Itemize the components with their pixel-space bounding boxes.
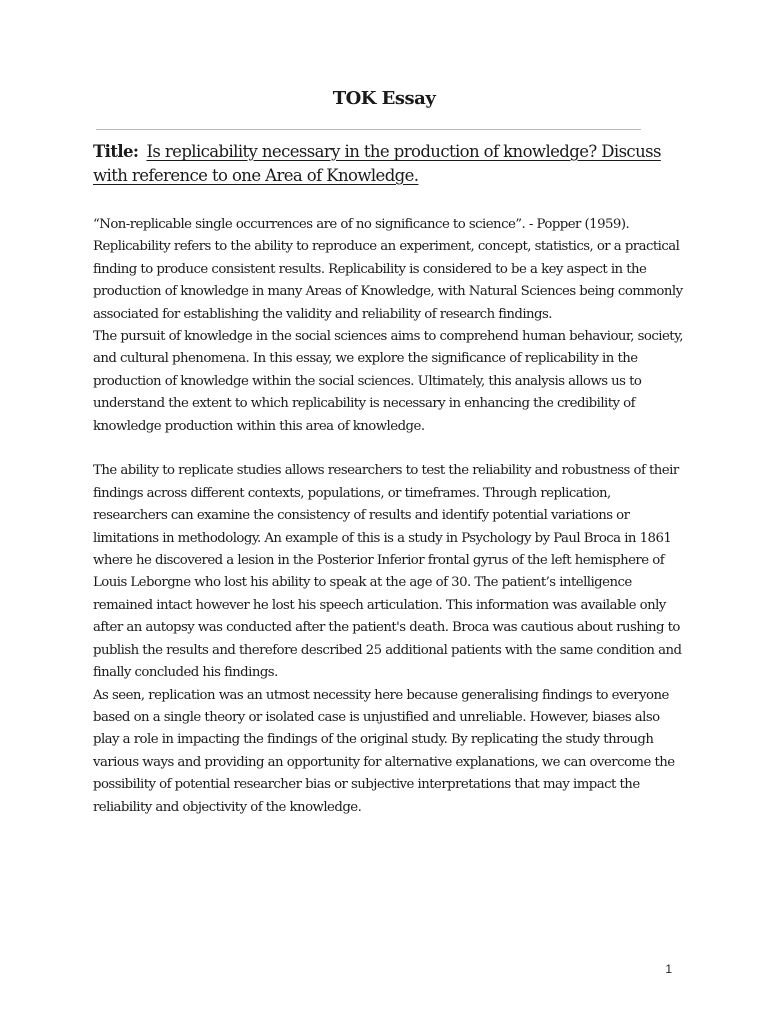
- title-text: Is replicability necessary in the production of knowledge? Discuss with reference to one Area of Knowledge.: [93, 142, 661, 185]
- document-heading: TOK Essay: [332, 88, 436, 109]
- paragraph-definition: Replicability refers to the ability to reproduce an experiment, concept, statistics, or a practical finding to produce consistent results. Replicability is considered to be a key aspect in the production of knowledge in many Areas of Knowledge, with Natural Sciences being commonly associated for establishing the validity and reliability of research findings.: [93, 239, 683, 322]
- paragraph-quote: “Non-replicable single occurrences are of no significance to science”. - Popper (1959).: [93, 217, 630, 232]
- paragraph-replication-analysis: As seen, replication was an utmost necessity here because generalising findings to everyone based on a single theory or isolated case is unjustified and unreliable. However, biases also play a role in impacting the findings of the original study. By replicating the study through various ways and providing an opportunity for alternative explanations, we can overcome the possibility of potential researcher bias or subjective interpretations that may impact the reliability and objectivity of the knowledge.: [93, 687, 675, 815]
- page-number: 1: [665, 962, 672, 976]
- essay-title: [93, 140, 673, 188]
- paragraph-introduction: The pursuit of knowledge in the social sciences aims to comprehend human behaviour, society, and cultural phenomena. In this essay, we explore the significance of replicability in the production of knowledge within the social sciences. Ultimately, this analysis allows us to understand the extent to which replicability is necessary in enhancing the credibility of knowledge production within this area of knowledge.: [93, 329, 683, 434]
- title-label: Title:: [93, 142, 139, 161]
- horizontal-divider: [96, 129, 641, 130]
- essay-body: [93, 214, 683, 819]
- paragraph-replication-example: The ability to replicate studies allows researchers to test the reliability and robustness of their findings across different contexts, populations, or timeframes. Through replication, researchers can examine the consistency of results and identify potential variations or limitations in methodology. An example of this is a study in Psychology by Paul Broca in 1861 where he discovered a lesion in the Posterior Inferior frontal gyrus of the left hemisphere of Louis Leborgne who lost his ability to speak at the age of 30. The patient’s intelligence remained intact however he lost his speech articulation. This information was available only after an autopsy was conducted after the patient's death. Broca was cautious about rushing to publish the results and therefore described 25 additional patients with the same condition and finally concluded his findings.: [93, 463, 682, 681]
